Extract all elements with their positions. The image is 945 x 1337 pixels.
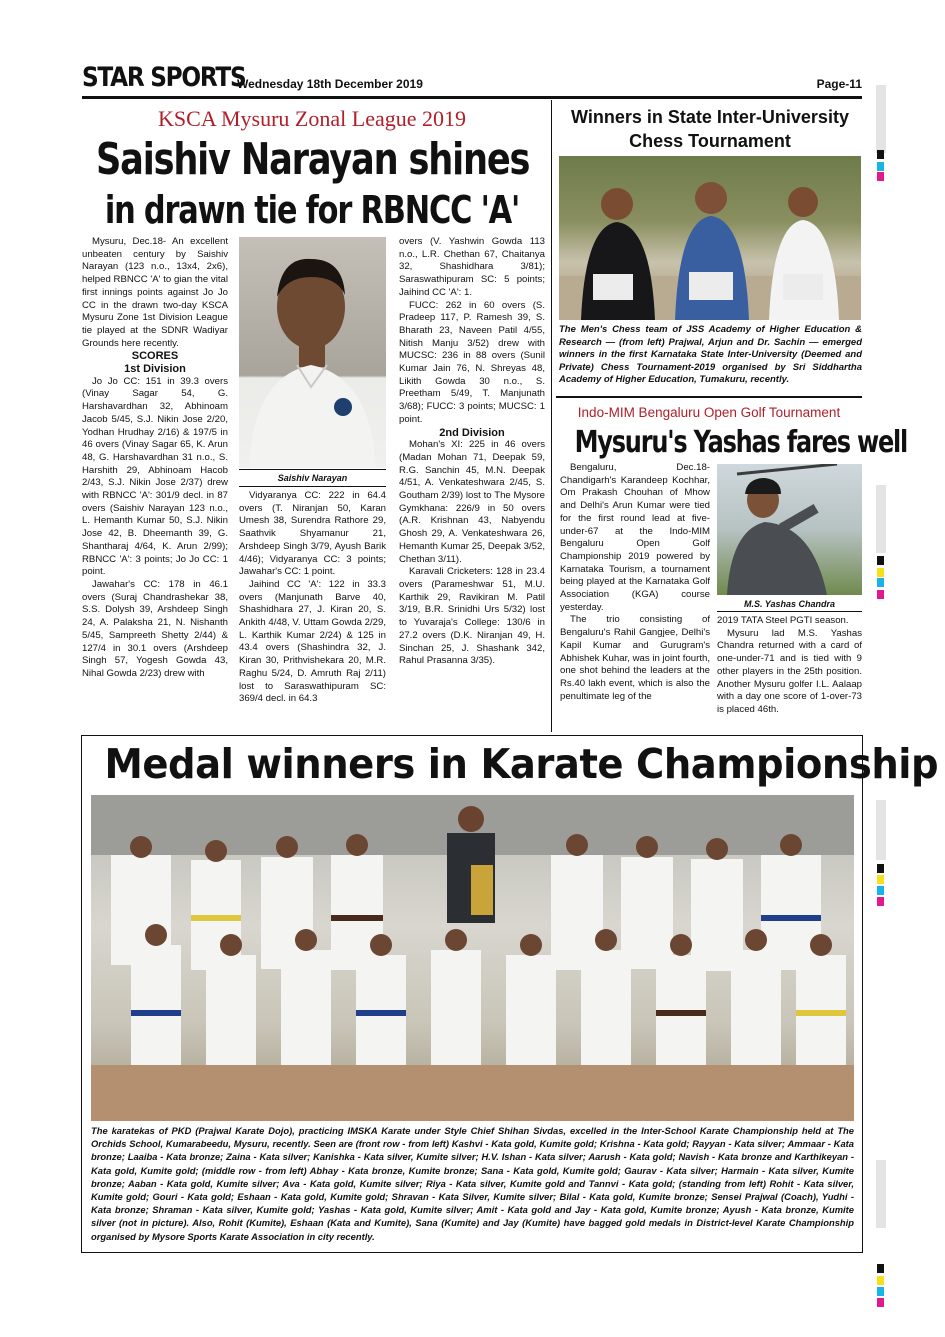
- cricket-paragraph: overs (V. Yashwin Gowda 113 n.o., L.R. Chethan 67, Chaitanya 32, Shashidhara 3/81); Saraswathipuram SC: 5 points; Jaihind CC 'A': 1.: [399, 236, 545, 298]
- cricket-column-2: [239, 490, 386, 706]
- yashas-photo-caption: M.S. Yashas Chandra: [743, 599, 836, 609]
- karate-group-illustration: [91, 795, 854, 1121]
- page-number: Page-11: [816, 77, 862, 91]
- saishiv-photo-caption: Saishiv Narayan: [277, 473, 348, 483]
- column-rule: [551, 100, 552, 732]
- division-heading: 2nd Division: [439, 426, 505, 439]
- golf-paragraph: 2019 TATA Steel PGTI season.: [717, 615, 849, 626]
- cricket-paragraph: Vidyaranya CC: 222 in 64.4 overs (T. Niranjan 50, Karan Umesh 38, Surendra Rathore 29, Saathvik Shyamanur 21, Arshdeep Singh 3/79, Ayush Barik 4/46); Vidyaranya CC: 3 points; Jawahar's CC: 1 point.: [239, 490, 386, 578]
- golf-paragraph: Bengaluru, Dec.18- Chandigarh's Karandeep Kochhar, Om Prakash Chouhan of Mhow and Delhi's Arun Kumar were tied for the first round lead at five-under-67 at the Indo-MIM Bengaluru Open Golf Championship 2019 powered by Karnataka Tourism, a tournament being played at the Karnataka Golf Association (KGA) course yesterday.: [560, 462, 710, 613]
- cricket-column-3: [399, 236, 545, 668]
- masthead: [82, 62, 862, 99]
- issue-date: Wednesday 18th December 2019: [237, 77, 423, 91]
- karate-photo-caption: The karatekas of PKD (Prajwal Karate Dojo), practicing IMSKA Karate under Style Chief Shihan Sivdas, excelled in the Inter-School Karate Championship held at The Orchids School, Kumarabeedu, Mysuru, recently. Seen are (front row - from left) Kashvi - Kata gold, Kumite gold; Krishna - Kata gold; Rayyan - Kata silver; Ammaar - Kata bronze; Laaiba - Kata bronze; Zaina - Kata silver; Kanishka - Kata silver, Kumite silver; H.V. Ishan - Kata silver; Aarush - Kata gold; Navish - Kata bronze and Karthikeyan - Kata gold, Kumite gold; (middle row - from left) Abhay - Kata bronze, Kumite bronze; Sana - Kata gold, Kumite gold; Gaurav - Kata silver; Harmain - Kata silver, Kumite bronze; Aaban - Kata gold, Kumite silver; Ava - Kata gold, Kumite silver; Riya - Kata silver, Kumite gold and Tannvi - Kata gold; (standing from left) Rohit - Kata silver, Kumite gold; Gouri - Kata gold; Eshaan - Kata gold, Kumite gold; Shravan - Kata Silver, Kumite silver; Bilal - Kata gold, Kumite bronze; Sensei Prajwal (Coach), Yudhi - Kata bronze; Shraman - Kata silver, Kumite gold; Yashas - Kata gold, Kumite silver; Amit - Kata gold and Jay - Kata gold, Kumite bronze; Ayush - Kata bronze, Kumite silver (not in picture). Also, Rohit (Kumite), Eshaan (Kata and Kumite), Sana (Kumite) and Jay (Kumite) have bagged gold medals in District-level Karate Championship organised by Mysore Sports Karate Association in city recently.: [91, 1125, 854, 1242]
- chess-photo-caption: The Men's Chess team of JSS Academy of Higher Education & Research — (from left) Prajwal, Arjun and Dr. Sachin — emerged winners in the first Karnataka State Inter-University (Deemed and Private) Chess Tournament-2019 organised by Sri Siddhartha Academy of Higher Education, Tumakuru, recently.: [559, 324, 862, 386]
- portrait-illustration: [239, 237, 386, 468]
- cricket-paragraph: Karavali Cricketers: 128 in 23.4 overs (Parameshwar 51, M.U. Karthik 29, Ravikiran M. Patil 3/19, B.R. Srinidhi Urs 5/32) lost to Yuvaraja's College: 130/6 in 27.2 overs (D.K. Niranjan 49, H. Sinchan 25, J. Shashank 342, Rahul Prasanna 3/35).: [399, 566, 545, 667]
- cricket-paragraph: Mohan's XI: 225 in 46 overs (Madan Mohan 71, Deepak 59, R.G. Sanchin 45, M.N. Deepak 4/51, A. Venkateshwara 2/45, S. Goutham 2/39) lost to The Mysore Gymkhana: 226/9 in 50 overs (A.R. Krishnan 43, Nabyendu Ghosh 29, A. Venkateshwara 26, Hemanth Kumar 25, Deepak 3/52, Chethan 3/11).: [399, 439, 545, 565]
- golfer-illustration: [717, 464, 862, 595]
- rule: [239, 486, 386, 487]
- cricket-paragraph: Mysuru, Dec.18- An excellent unbeaten century by Saishiv Narayan (123 n.o., 13x4, 2x6), helped RBNCC 'A' to gian the vital first innings points against Jo Jo CC in the drawn two-day KSCA Mysuru Zone 1st Division League tie played at the SDNR Wadiyar Grounds here recently.: [82, 236, 228, 349]
- yashas-chandra-photo: [717, 464, 862, 595]
- saishiv-narayan-photo: [239, 237, 386, 468]
- cricket-paragraph: Jaihind CC 'A': 122 in 33.3 overs (Manjunath Barve 40, Shashidhara 27, J. Kiran 20, S. Ankith 4/48, V. Uttam Gowda 2/29, L. Karthik Kumar 2/24) & 125 in 43.4 overs (Shashindra 32, J. Kiran 30, Prithvishekara 20, M.R. Raghu 5/24, D. Amruth Raj 2/11) lost to Saraswathipuram SC: 369/4 decl. in 64.3: [239, 578, 386, 705]
- golf-paragraph: The trio consisting of Bengaluru's Rahil Gangjee, Delhi's Kapil Kumar and Gurugram's Abhishek Kuhar, was in joint fourth, one shot behind the leaders at the Rs.40 lakh event, which is also the penultimate leg of the: [560, 614, 710, 702]
- scores-heading: SCORES: [131, 350, 179, 363]
- registration-marks: [876, 0, 888, 1337]
- cricket-paragraph: Jo Jo CC: 151 in 39.3 overs (Vinay Sagar 54, G. Harshavardhan 32, Abhinoam Jacob 5/45, S.J. Nikin Jose 2/20, Yodhan Hrudhay 2/16) & 197/5 in 46 overs (Vinay Sagar 65, K. Arun 48, G. Harshavardhan 31 n.o., S. Harshith 29, Abhinoam Hacob 2/43, S.J. Nikin Jose 2/37) drew with RBNCC 'A': 301/9 decl. in 87 overs (Saishiv Narayan 123 n.o., L. Hemanth Kumar 50, S.J. Nikin Jose 42, B. Dheemanth 39, G. Shantharaj 4/64, K. Arun 2/99); RBNCC 'A': 3 points; Jo Jo CC: 1 point.: [82, 375, 228, 578]
- chess-headline-line2: Chess Tournament: [629, 131, 791, 151]
- rule: [239, 469, 386, 470]
- cricket-paragraph: FUCC: 262 in 60 overs (S. Pradeep 117, P. Ramesh 39, S. Bharath 23, Naveen Patil 4/55, Nitish Manju 3/52) drew with MUCSC: 236 in 88 overs (Sunil Kumar Jain 76, N. Shreyas 48, Likith Gowda 30 n.o., S. Preetham 5/49, T. Manjunath 3/68); FUCC: 3 points; MUCSC: 1 point.: [399, 299, 545, 425]
- cricket-headline-line1: Saishiv Narayan shines: [96, 134, 530, 185]
- brand-logo: STAR SPORTS: [82, 62, 246, 93]
- chess-headline: [556, 105, 864, 153]
- karate-headline: Medal winners in Karate Championship: [104, 740, 939, 788]
- chess-team-photo: [559, 156, 861, 320]
- golf-headline: Mysuru's Yashas fares well: [574, 425, 908, 460]
- karate-group-photo: [91, 795, 854, 1121]
- golf-paragraph: Mysuru lad M.S. Yashas Chandra returned with a card of one-under-71 and is tied with 9 other players in the 25th position. Another Mysuru golfer I.L. Aalaap with a day one score of 1-over-73 is placed 46th.: [717, 627, 862, 715]
- chess-headline-line1: Winners in State Inter-University: [571, 107, 849, 127]
- cricket-kicker: KSCA Mysuru Zonal League 2019: [158, 106, 466, 131]
- chess-team-illustration: [559, 156, 861, 320]
- cricket-column-1: [82, 236, 228, 681]
- cricket-headline-line2: in drawn tie for RBNCC 'A': [104, 188, 520, 232]
- division-heading: 1st Division: [124, 363, 186, 376]
- golf-column-left: [560, 462, 710, 703]
- golf-column-right: [717, 615, 862, 717]
- golf-kicker: Indo-MIM Bengaluru Open Golf Tournament: [577, 405, 841, 420]
- cricket-paragraph: Jawahar's CC: 178 in 46.1 overs (Suraj Chandrashekar 38, S.S. Dolysh 39, Arshdeep Singh 24, A. Palaksha 21, N. Nishanth 5/45, Sampreeth Shetty 2/44) & 127/4 in 30.1 overs (Arshdeep Singh 57, Yogesh Gowda 43, Nihal Gowda 2/23) drew with: [82, 578, 228, 679]
- rule: [717, 611, 862, 612]
- rule: [556, 396, 862, 398]
